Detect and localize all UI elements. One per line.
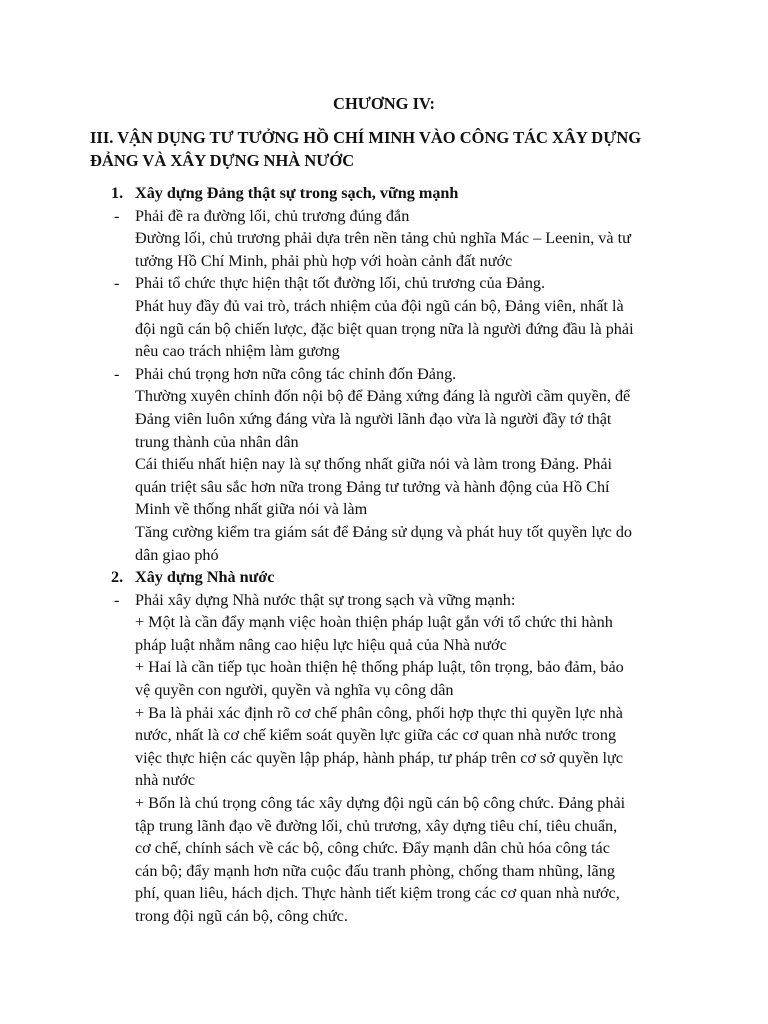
section-heading xyxy=(0,182,768,205)
section-title-line: III. VẬN DỤNG TƯ TƯỞNG HỒ CHÍ MINH VÀO CÔNG TÁC XÂY DỰNG xyxy=(90,128,642,147)
bullet-dash: - xyxy=(114,590,120,609)
paragraph-line: dân giao phó xyxy=(135,545,219,564)
section-heading xyxy=(0,566,768,589)
section-title-line: ĐẢNG VÀ XÂY DỰNG NHÀ NƯỚC xyxy=(90,150,355,170)
bullet-text: Phải xây dựng Nhà nước thật sự trong sạch và vững mạnh: xyxy=(135,590,516,609)
paragraph-line: quán triệt sâu sắc hơn nữa trong Đảng tư tưởng và hành động của Hồ Chí xyxy=(135,477,610,496)
paragraph-line: Phát huy đầy đủ vai trò, trách nhiệm của đội ngũ cán bộ, Đảng viên, nhất là xyxy=(135,296,624,315)
bullet-text: Phải chú trọng hơn nữa công tác chỉnh đốn Đảng. xyxy=(135,364,457,383)
section-heading-text: Xây dựng Nhà nước xyxy=(135,568,275,587)
section-number: 2. xyxy=(111,568,124,587)
bullet-dash: - xyxy=(114,206,120,225)
list-item xyxy=(0,589,768,612)
list-item xyxy=(0,272,768,295)
paragraph-line: Cái thiếu nhất hiện nay là sự thống nhất giữa nói và làm trong Đảng. Phải xyxy=(135,455,613,474)
paragraph-line: pháp luật nhằm nâng cao hiệu lực hiệu quả của Nhà nước xyxy=(135,635,507,654)
section-title xyxy=(90,127,690,172)
paragraph-line: trung thành của nhân dân xyxy=(135,432,299,451)
bullet-text: Phải đề ra đường lối, chủ trương đúng đắn xyxy=(135,206,410,225)
paragraph-line: tưởng Hồ Chí Minh, phải phù hợp với hoàn cảnh đất nước xyxy=(135,251,513,270)
paragraph-line: Đường lối, chủ trương phải dựa trên nền tảng chủ nghĩa Mác – Leenin, và tư xyxy=(135,229,631,248)
paragraph-line: nhà nước xyxy=(135,771,196,790)
paragraph-line: + Ba là phải xác định rõ cơ chế phân công, phối hợp thực thi quyền lực nhà xyxy=(135,703,623,722)
paragraph-line: cơ chế, chính sách về các bộ, công chức. Đẩy mạnh dân chủ hóa công tác xyxy=(135,839,610,858)
paragraph-line: Minh về thống nhất giữa nói và làm xyxy=(135,500,368,519)
paragraph-line: tập trung lãnh đạo về đường lối, chủ trương, xây dựng tiêu chí, tiêu chuẩn, xyxy=(135,816,618,835)
paragraph-line: trong đội ngũ cán bộ, công chức. xyxy=(135,907,348,925)
bullet-dash: - xyxy=(114,364,120,383)
paragraph-line: + Hai là cần tiếp tục hoàn thiện hệ thống pháp luật, tôn trọng, bảo đảm, bảo xyxy=(135,658,624,677)
list-item xyxy=(0,363,768,386)
section-heading-text: Xây dựng Đảng thật sự trong sạch, vững mạnh xyxy=(135,184,459,202)
paragraph-line: + Bốn là chú trọng công tác xây dựng đội ngũ cán bộ công chức. Đảng phải xyxy=(135,794,626,813)
paragraph-line: nêu cao trách nhiệm làm gương xyxy=(135,342,340,361)
paragraph-line: việc thực hiện các quyền lập pháp, hành pháp, tư pháp trên cơ sở quyền lực xyxy=(135,748,623,767)
document-body xyxy=(0,182,768,928)
paragraph-line: cán bộ; đẩy mạnh hơn nữa cuộc đấu tranh phòng, chống tham nhũng, lãng xyxy=(135,861,615,880)
paragraph-line: Thường xuyên chỉnh đốn nội bộ để Đảng xứng đáng là người cầm quyền, để xyxy=(135,387,631,406)
list-item xyxy=(0,205,768,228)
paragraph-line: Đảng viên luôn xứng đáng vừa là người lãnh đạo vừa là người đầy tớ thật xyxy=(135,409,612,428)
bullet-text: Phải tổ chức thực hiện thật tốt đường lối, chủ trương của Đảng. xyxy=(135,274,546,293)
paragraph-line: đội ngũ cán bộ chiến lược, đặc biệt quan trọng nữa là người đứng đầu là phải xyxy=(135,319,634,338)
section-number: 1. xyxy=(111,184,124,202)
bullet-dash: - xyxy=(114,274,120,293)
paragraph-line: nước, nhất là cơ chế kiểm soát quyền lực giữa các cơ quan nhà nước trong xyxy=(135,726,617,745)
paragraph-line: vệ quyền con người, quyền và nghĩa vụ công dân xyxy=(135,681,454,700)
chapter-title: CHƯƠNG IV: xyxy=(333,94,435,113)
paragraph-line: + Một là cần đẩy mạnh việc hoàn thiện pháp luật gắn với tổ chức thi hành xyxy=(135,613,613,632)
paragraph-line: Tăng cường kiểm tra giám sát để Đảng sử dụng và phát huy tốt quyền lực do xyxy=(135,522,633,541)
paragraph-line: phí, quan liêu, hách dịch. Thực hành tiết kiệm trong các cơ quan nhà nước, xyxy=(135,884,620,903)
